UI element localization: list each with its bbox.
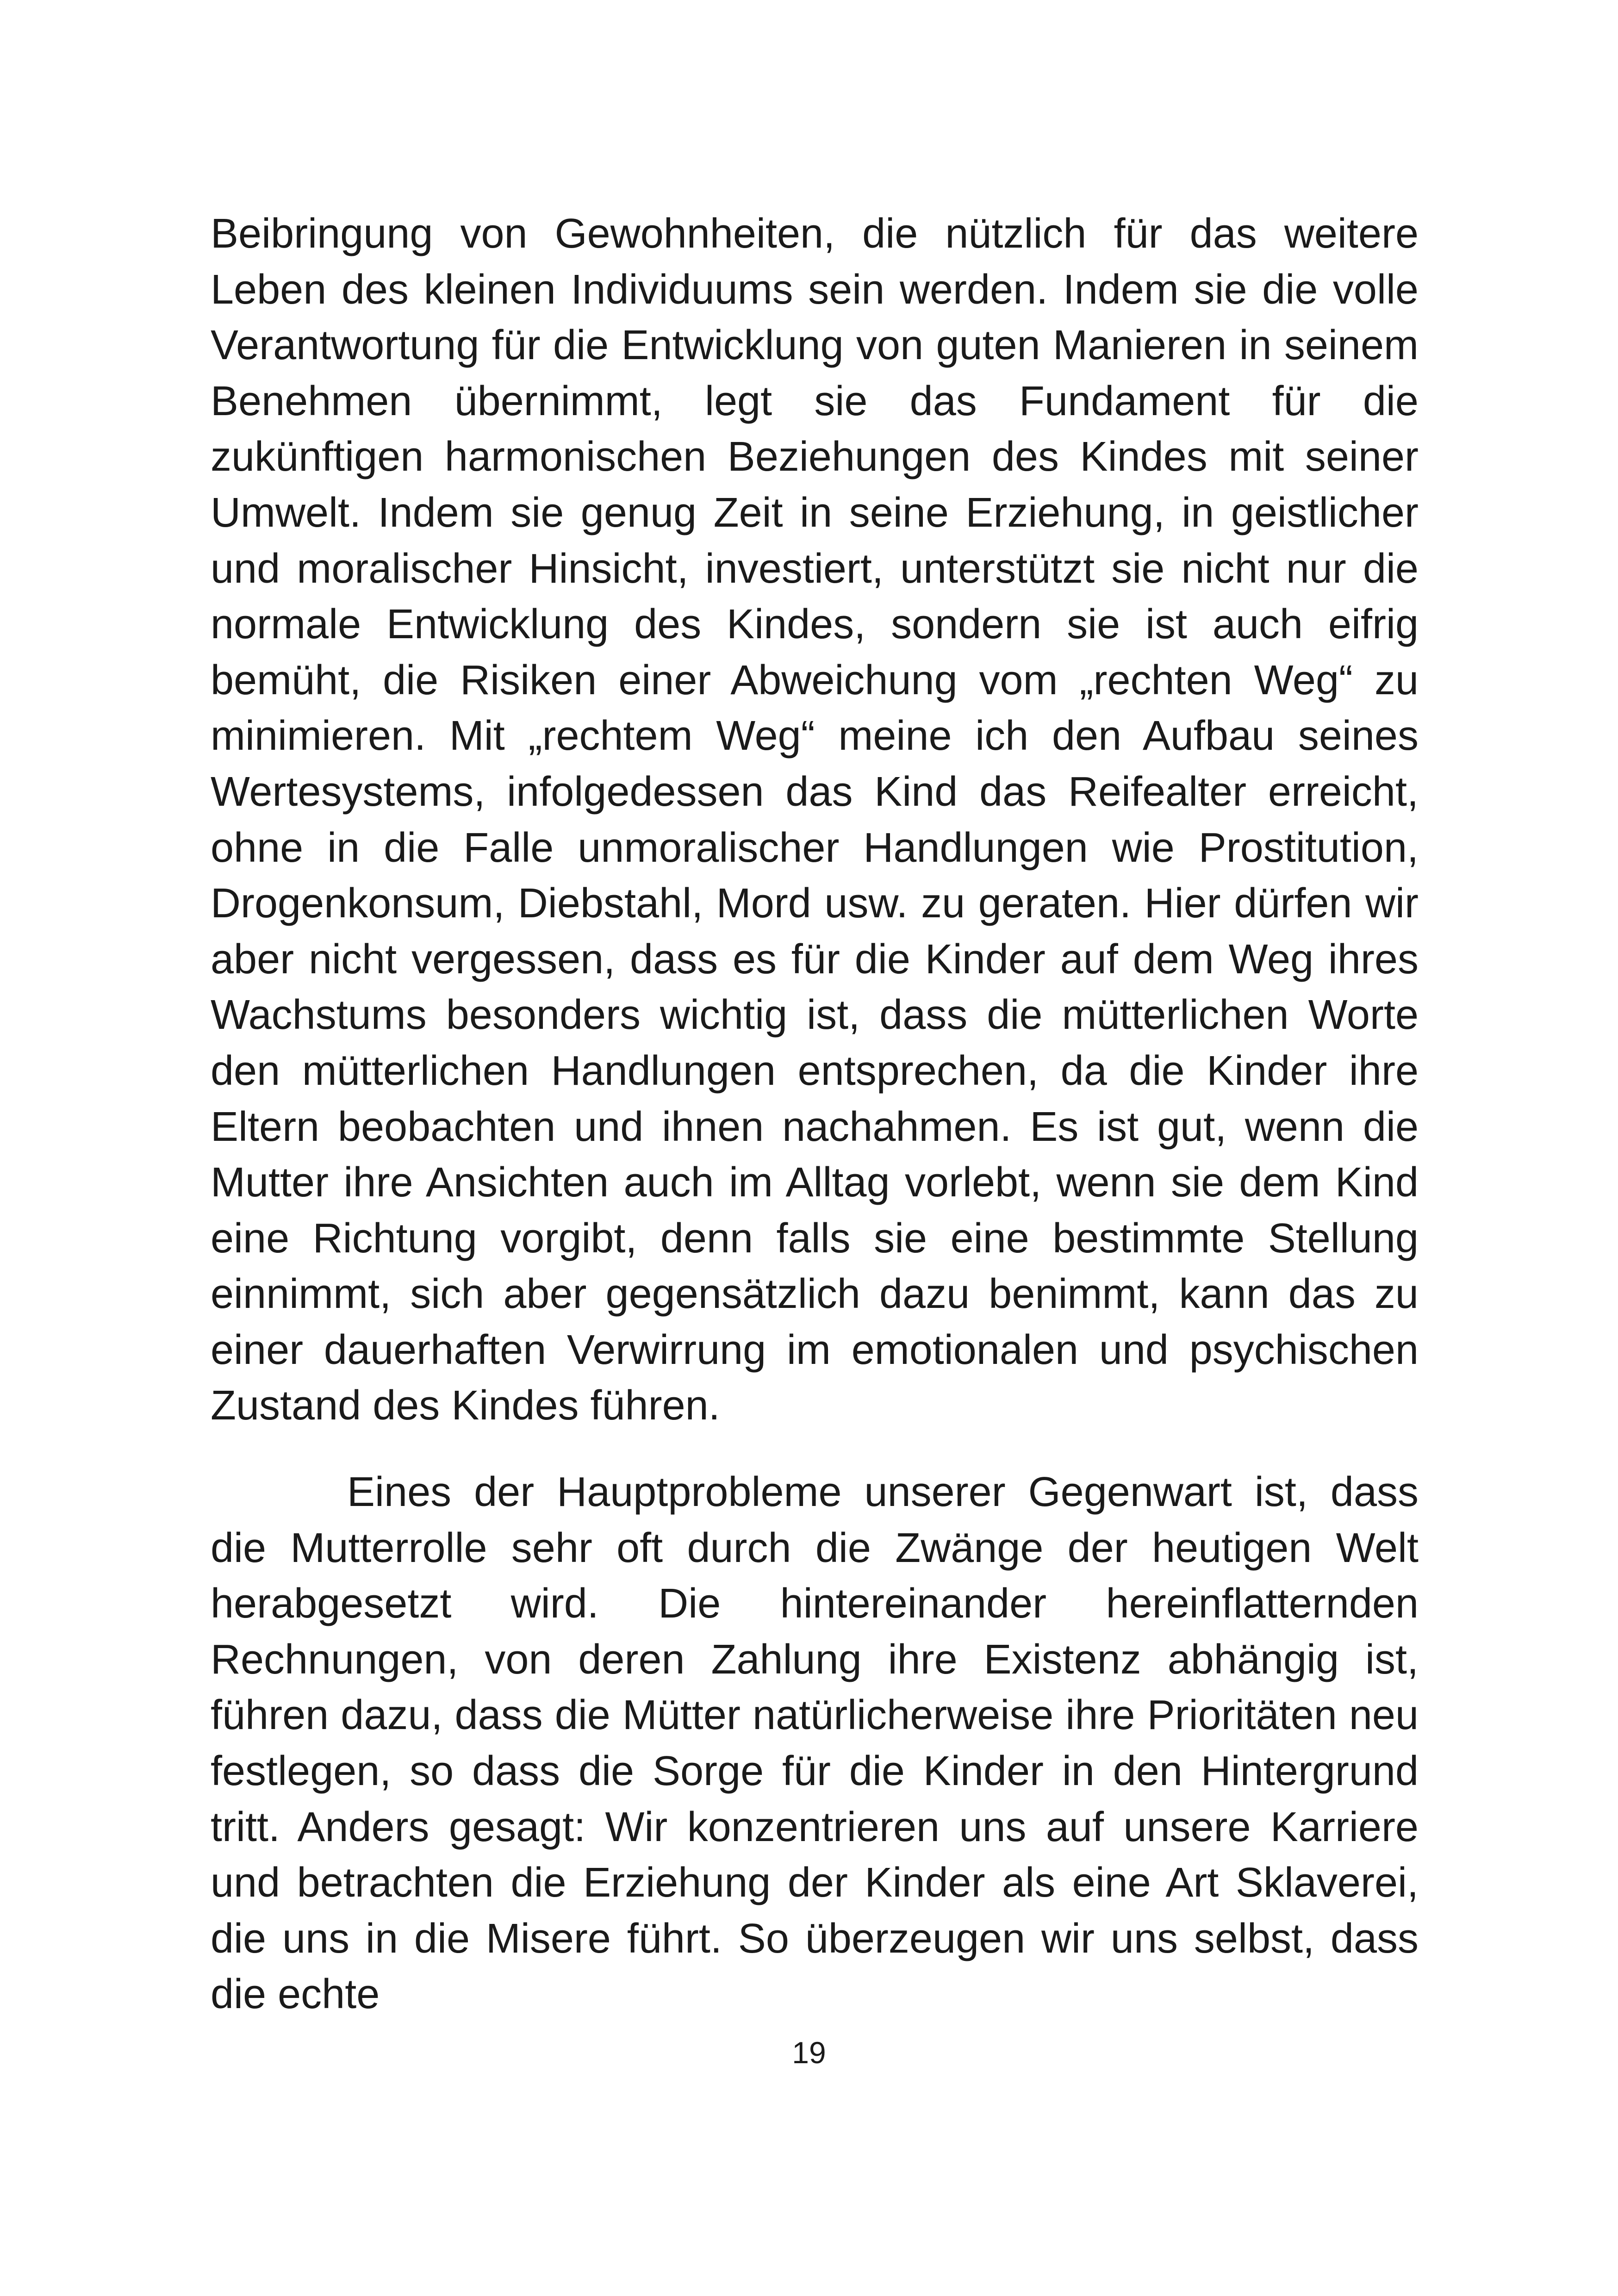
body-text [211,206,1419,2022]
paragraph-1: Beibringung von Gewohnheiten, die nützlich für das weitere Leben des kleinen Individuums sein werden. Indem sie die volle Verantwortung für die Entwicklung von guten Manieren in seinem Benehmen übernimmt, legt sie das Fundament für die zukünftigen harmonischen Beziehungen des Kindes mit seiner Umwelt. Indem sie genug Zeit in seine Erziehung, in geistlicher und moralischer Hinsicht, investiert, unterstützt sie nicht nur die normale Entwicklung des Kindes, sondern sie ist auch eifrig bemüht, die Risiken einer Abweichung vom „rechten Weg“ zu minimieren. Mit „rechtem Weg“ meine ich den Aufbau seines Wertesystems, infolgedessen das Kind das Reifealter erreicht, ohne in die Falle unmoralischer Handlungen wie Prostitution, Drogenkonsum, Diebstahl, Mord usw. zu geraten. Hier dürfen wir aber nicht vergessen, dass es für die Kinder auf dem Weg ihres Wachstums besonders wichtig ist, dass die mütterlichen Worte den mütterlichen Handlungen entsprechen, da die Kinder ihre Eltern beobachten und ihnen nachahmen. Es ist gut, wenn die Mutter ihre Ansichten auch im Alltag vorlebt, wenn sie dem Kind eine Richtung vorgibt, denn falls sie eine bestimmte Stellung einnimmt, sich aber gegensätzlich dazu benimmt, kann das zu einer dauerhaften Verwirrung im emotionalen und psychischen Zustand des Kindes führen. [211,211,1419,1429]
paragraph-2: Eines der Hauptprobleme unserer Gegenwart ist, dass die Mutterrolle sehr oft durch die Zwänge der heutigen Welt herabgesetzt wird. Die hintereinander hereinflatternden Rechnungen, von deren Zahlung ihre Existenz abhängig ist, führen dazu, dass die Mütter natürlicherweise ihre Prioritäten neu festlegen, so dass die Sorge für die Kinder in den Hintergrund tritt. Anders gesagt: Wir konzentrieren uns auf unsere Karriere und betrachten die Erziehung der Kinder als eine Art Sklaverei, die uns in die Misere führt. So überzeugen wir uns selbst, dass die echte [211,1469,1419,2018]
page-number: 19 [792,2035,826,2070]
